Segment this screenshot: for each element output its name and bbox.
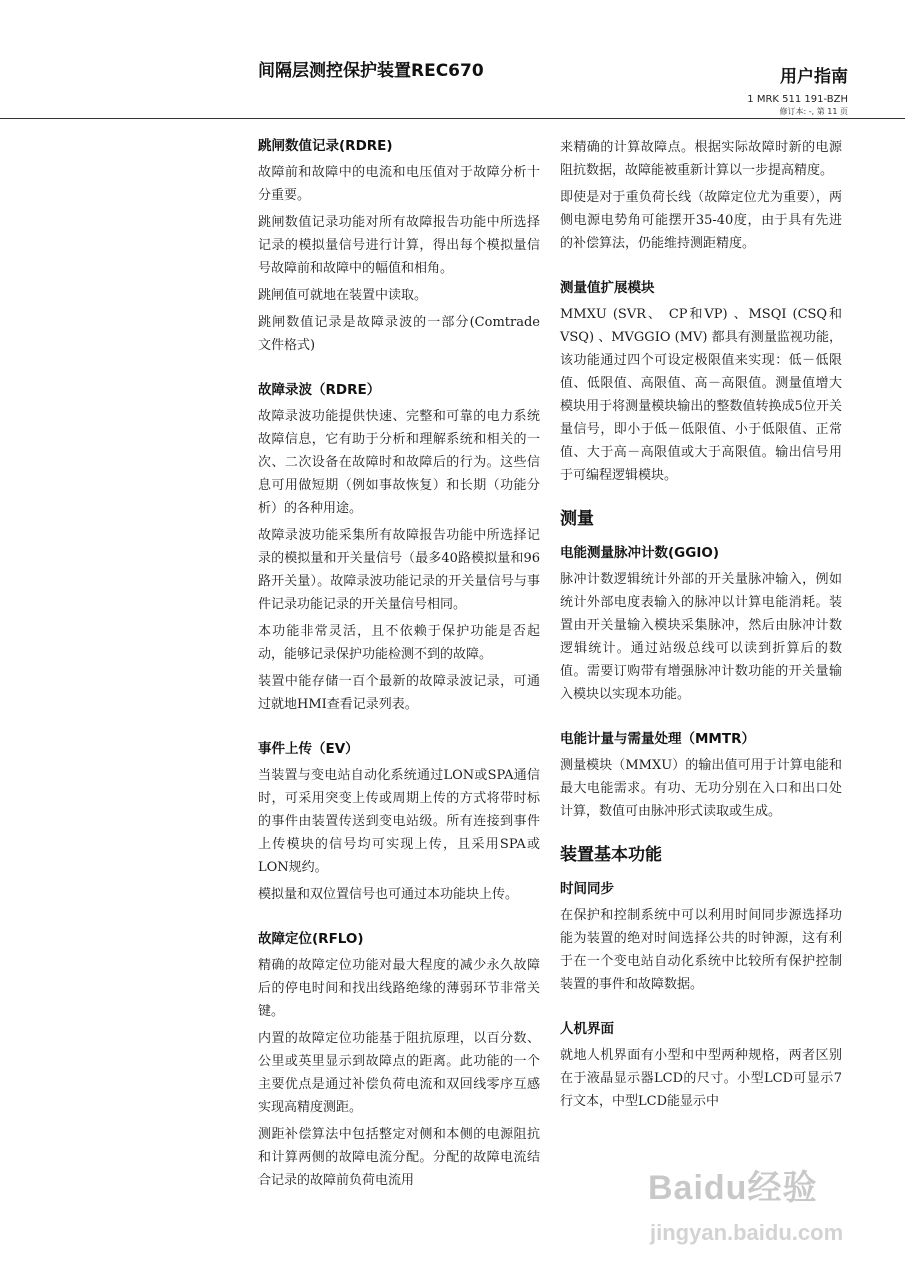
paragraph: 脉冲计数逻辑统计外部的开关量脉冲输入，例如统计外部电度表输入的脉冲以计算电能消耗。装置由开关量输入模块采集脉冲，然后由脉冲计数逻辑统计。通过站级总线可以读到折算后的数值。需要订购带有增强脉冲计数功能的开关量输入模块以实现本功能。: [560, 572, 842, 702]
left-column: [258, 136, 540, 1196]
watermark-url: jingyan.baidu.com: [650, 1220, 844, 1245]
section-time-sync: [560, 879, 842, 996]
section-heading: 时间同步: [560, 881, 614, 897]
section-heading: 电能测量脉冲计数(GGIO): [560, 545, 720, 561]
paragraph: MMXU (SVR、 CP和VP) 、MSQI (CSQ和VSQ) 、MVGGIO (MV) 都具有测量监视功能，该功能通过四个可设定极限值来实现：低－低限值、低限值、高限值、高－高限值。测量值增大模块用于将测量模块输出的整数值转换成5位开关量信号，即小于低－低限值、小于低限值、正常值、大于高－高限值或大于高限值。输出信号用于可编程逻辑模块。: [560, 307, 842, 483]
header-divider: [0, 118, 905, 119]
paragraph: 精确的故障定位功能对最大程度的减少永久故障后的停电时间和找出线路绝缘的薄弱环节非常关键。: [258, 958, 540, 1019]
paragraph: 故障录波功能提供快速、完整和可靠的电力系统故障信息，它有助于分析和理解系统和相关的一次、二次设备在故障时和故障后的行为。这些信息可用做短期（例如事故恢复）和长期（功能分析）的各种用途。: [258, 409, 540, 516]
paragraph: 跳闸值可就地在装置中读取。: [258, 288, 428, 303]
header-right-block: [747, 62, 848, 117]
section-hmi: [560, 1019, 842, 1113]
section-heading: 电能计量与需量处理（MMTR）: [560, 731, 755, 747]
guide-title: 用户指南: [780, 67, 848, 87]
right-column: [560, 136, 842, 1117]
section-event-upload: [258, 739, 540, 906]
paragraph: 故障录波功能采集所有故障报告功能中所选择记录的模拟量和开关量信号（最多40路模拟量和96路开关量）。故障录波功能记录的开关量信号与事件记录功能记录的开关量信号相同。: [258, 528, 540, 612]
document-id: 1 MRK 511 191-BZH: [747, 94, 848, 105]
chapter-heading-measurement: 测量: [560, 509, 594, 529]
paragraph: 测距补偿算法中包括整定对侧和本侧的电源阻抗和计算两侧的故障电流分配。分配的故障电流结合记录的故障前负荷电流用: [258, 1127, 540, 1188]
paragraph: 测量模块（MMXU）的输出值可用于计算电能和最大电能需求。有功、无功分别在入口和出口处计算，数值可由脉冲形式读取或生成。: [560, 758, 842, 819]
paragraph: 模拟量和双位置信号也可通过本功能块上传。: [258, 887, 519, 902]
section-fault-locator-continued: [560, 136, 842, 255]
paragraph: 来精确的计算故障点。根据实际故障时新的电源阻抗数据，故障能被重新计算以一步提高精度。: [560, 140, 842, 178]
baidu-watermark: [640, 1158, 850, 1268]
watermark-brand: Baidu经验: [648, 1169, 818, 1207]
paragraph: 本功能非常灵活，且不依赖于保护功能是否起动，能够记录保护功能检测不到的故障。: [258, 624, 540, 662]
section-fault-locator: [258, 929, 540, 1192]
header-title: 间隔层测控保护装置REC670: [258, 61, 484, 81]
section-heading: 事件上传（EV）: [258, 741, 359, 757]
section-heading: 测量值扩展模块: [560, 280, 655, 296]
section-disturbance-recorder: [258, 380, 540, 716]
paragraph: 就地人机界面有小型和中型两种规格，两者区别在于液晶显示器LCD的尺寸。小型LCD可显示7行文本，中型LCD能显示中: [560, 1048, 842, 1109]
section-measurement-expansion: [560, 278, 842, 487]
section-trip-value-recorder: [258, 136, 540, 357]
section-energy-metering: [560, 729, 842, 823]
revision-page: 修订本: -, 第 11 页: [779, 107, 848, 116]
paragraph: 跳闸数值记录是故障录波的一部分(Comtrade 文件格式): [258, 315, 540, 353]
paragraph: 在保护和控制系统中可以利用时间同步源选择功能为装置的绝对时间选择公共的时钟源，这有利于在一个变电站自动化系统中比较所有保护控制装置的事件和故障数据。: [560, 908, 842, 992]
section-pulse-counter: [560, 543, 842, 706]
section-heading: 跳闸数值记录(RDRE): [258, 138, 393, 154]
paragraph: 装置中能存储一百个最新的故障录波记录，可通过就地HMI查看记录列表。: [258, 674, 540, 712]
paragraph: 跳闸数值记录功能对所有故障报告功能中所选择记录的模拟量信号进行计算，得出每个模拟量信号故障前和故障中的幅值和相角。: [258, 215, 540, 276]
paragraph: 即使是对于重负荷长线（故障定位尤为重要），两侧电源电势角可能摆开35-40度，由于具有先进的补偿算法，仍能维持测距精度。: [560, 190, 842, 251]
paragraph: 故障前和故障中的电流和电压值对于故障分析十分重要。: [258, 165, 540, 203]
section-heading: 人机界面: [560, 1021, 614, 1037]
section-heading: 故障录波（RDRE）: [258, 382, 381, 398]
paragraph: 内置的故障定位功能基于阻抗原理，以百分数、公里或英里显示到故障点的距离。此功能的一个主要优点是通过补偿负荷电流和双回线零序互感实现高精度测距。: [258, 1031, 540, 1115]
section-heading: 故障定位(RFLO): [258, 931, 364, 947]
paragraph: 当装置与变电站自动化系统通过LON或SPA通信时，可采用突变上传或周期上传的方式将带时标的事件由装置传送到变电站级。所有连接到事件上传模块的信号均可实现上传，且采用SPA或LON规约。: [258, 768, 540, 875]
chapter-heading-basic-functions: 装置基本功能: [560, 845, 662, 865]
